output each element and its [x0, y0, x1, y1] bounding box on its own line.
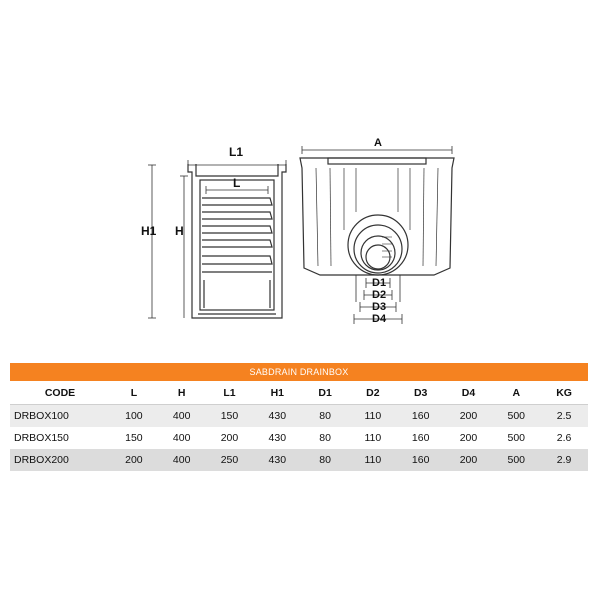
cell-h: 400	[158, 449, 206, 471]
cell-d1: 80	[301, 449, 349, 471]
cell-h1: 430	[253, 405, 301, 428]
cell-l1: 200	[206, 427, 254, 449]
label-l1: L1	[229, 145, 244, 159]
side-view-inner-body	[200, 180, 274, 310]
cell-d2: 110	[349, 449, 397, 471]
col-header-l: L	[110, 381, 158, 405]
cell-l: 150	[110, 427, 158, 449]
spec-table	[10, 363, 588, 471]
col-header-kg: KG	[540, 381, 588, 405]
cell-d3: 160	[397, 427, 445, 449]
table-row	[10, 427, 588, 449]
cell-d3: 160	[397, 449, 445, 471]
cell-kg: 2.9	[540, 449, 588, 471]
side-view-tier-5	[202, 256, 272, 264]
col-header-d4: D4	[445, 381, 493, 405]
col-header-h1: H1	[253, 381, 301, 405]
dim-l1	[188, 160, 286, 170]
col-header-code: CODE	[10, 381, 110, 405]
col-header-d1: D1	[301, 381, 349, 405]
side-view-tier-3	[202, 226, 272, 233]
cell-h1: 430	[253, 427, 301, 449]
dim-h1	[148, 165, 156, 318]
cell-l1: 250	[206, 449, 254, 471]
table-row	[10, 405, 588, 428]
side-view-tier-2	[202, 212, 272, 219]
label-d1: D1	[372, 277, 387, 289]
table-row	[10, 449, 588, 471]
side-view-rim	[196, 164, 278, 176]
table-header-row	[10, 381, 588, 405]
col-header-a: A	[492, 381, 540, 405]
cell-code: DRBOX200	[10, 449, 110, 471]
cell-a: 500	[492, 405, 540, 428]
cell-d2: 110	[349, 405, 397, 428]
cell-l: 100	[110, 405, 158, 428]
cell-d4: 200	[445, 449, 493, 471]
dim-h	[180, 176, 188, 318]
label-d2: D2	[372, 289, 387, 301]
table-title: SABDRAIN DRAINBOX	[10, 363, 588, 381]
col-header-d3: D3	[397, 381, 445, 405]
cell-d1: 80	[301, 427, 349, 449]
label-d4: D4	[372, 313, 387, 325]
cell-l: 200	[110, 449, 158, 471]
cell-d4: 200	[445, 427, 493, 449]
col-header-l1: L1	[206, 381, 254, 405]
cell-code: DRBOX100	[10, 405, 110, 428]
col-header-h: H	[158, 381, 206, 405]
cell-l1: 150	[206, 405, 254, 428]
side-view-tier-1	[202, 198, 272, 205]
cell-a: 500	[492, 449, 540, 471]
cell-h: 400	[158, 427, 206, 449]
cell-h1: 430	[253, 449, 301, 471]
col-header-d2: D2	[349, 381, 397, 405]
cell-kg: 2.6	[540, 427, 588, 449]
cell-d1: 80	[301, 405, 349, 428]
label-d3: D3	[372, 301, 387, 313]
label-h: H	[175, 224, 184, 238]
front-view-rim	[328, 158, 426, 164]
label-a: A	[374, 137, 382, 149]
cell-d2: 110	[349, 427, 397, 449]
cell-d3: 160	[397, 405, 445, 428]
cell-kg: 2.5	[540, 405, 588, 428]
side-view-tier-4	[202, 240, 272, 247]
cell-h: 400	[158, 405, 206, 428]
label-h1: H1	[141, 224, 157, 238]
cell-a: 500	[492, 427, 540, 449]
cell-d4: 200	[445, 405, 493, 428]
cell-code: DRBOX150	[10, 427, 110, 449]
front-view-outline	[300, 158, 454, 275]
label-l: L	[233, 176, 241, 190]
